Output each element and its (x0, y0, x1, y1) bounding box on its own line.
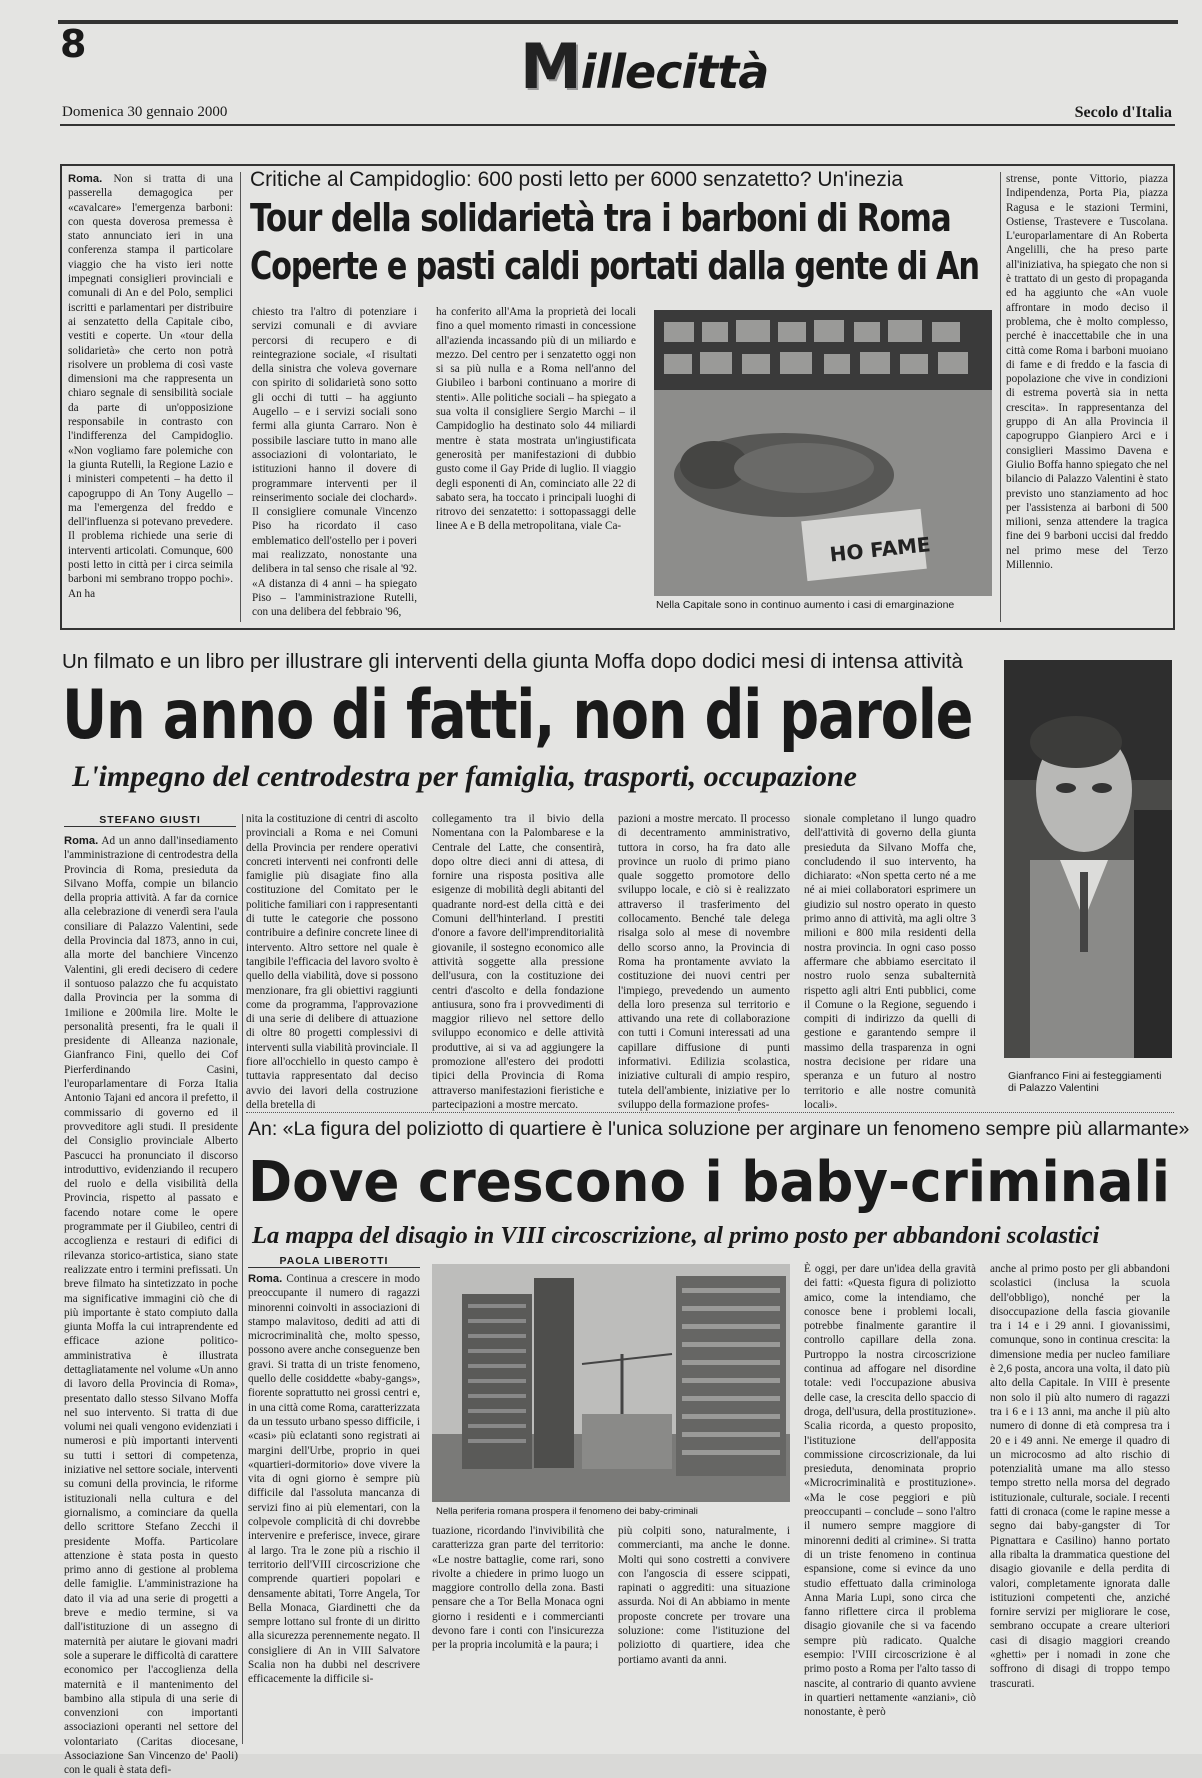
article1-headline-1: Tour della solidarietà tra i barboni di Roma (250, 196, 951, 240)
article1-headline-2: Coperte e pasti caldi portati dalla gente di An (250, 244, 979, 288)
column-rule (242, 814, 243, 1744)
fini-photo-image (1004, 660, 1172, 1058)
article1-column-4: strense, ponte Vittorio, piazza Indipendenza, Porta Pia, piazza Ragusa e le stazioni Termini, Ostiense, Trastevere e Tuscolana. L'europarlamentare di An Roberta Angelilli, che ha preso parte all'iniziativa, ha spiegato che non si è trattato di un gesto di propaganda ed ha aggiunto che «An vuole affrontare in modo deciso il problema, che è molto complesso, perché è inaccettabile che in una città come Roma i barboni muoiano di fame e di freddo e la fascia di popolazione che vive in condizioni di estrema povertà sia in netta crescita». In rappresentanza del gruppo di An alla Provincia il capogruppo Gianpiero Arci e i consiglieri Massimo Davena e Giulio Boffa hanno spiegato che nel bilancio di Palazzo Valentini è stato previsto uno stanziamento ad hoc per l'assistenza ai barboni di 500 milioni, senza attendere la tragica fine dei 9 barboni uccisi dal freddo nel primo mese del Terzo Millennio. (1006, 173, 1168, 572)
article3-column-5: anche al primo posto per gli abbandoni scolastici (inclusa la scuola dell'obbligo), nonché per la disoccupazione della fascia giovanile tra i 14 e i 29 anni. I giovanissimi, comunque, sono in continua crescita: la dimensione media per nucleo familiare è 2,6 posta, ancora una volta, il dato più alto della Capitale. In VIII è presente non solo il più alto numero di ragazzi tra i 6 e i 13 anni, ma anche il più alto numero di donne di età compresa tra i 20 e i 49 anni. Ne emerge il quadro di un microcosmo ad alto rischio di potenzialità umane ma allo stesso tempo stretto nella morsa del degrado istituzionale, culturale, sociale. I recenti fatti di cronaca (come le rapine messe a segno dai baby-gangster di Tor Pignattara e Casilino) hanno portato alla ribalta la drammatica questione del disagio giovanile e della perdita di valori, completamente ignorata dalle istituzioni competenti che, anziché fornire servizi per migliorare le cose, sembrano occupate a creare ulteriori casi di disagio maggiori creando «ghetti» per i nomadi in zone che soffrono di disagi di troppo tempo trascurati. (990, 1263, 1170, 1690)
article1-kicker: Critiche al Campidoglio: 600 posti letto per 6000 senzatetto? Un'inezia (250, 168, 904, 191)
article1-column-1: Roma. Non si tratta di una passerella demagogica per «cavalcare» l'emergenza barboni: con questa doverosa premessa è stato annunciato ieri in una conferenza stampa il particolare viaggio che ha visto ieri notte impegnati consiglieri provinciali e comunali di An e del Polo, semplici iscritti e parlamentari per distribuire ai senzatetto della Capitale cibo, vestiti e coperte. Un «tour della solidarietà» che certo non potrà risolvere un problema di così vaste dimensioni ma che rappresenta un chiaro segnale di sensibilità sociale da parte di un'opposizione responsabile in contrasto con l'indifferenza del Campidoglio. «Non vogliamo fare polemiche con la giunta Rutelli, la Regione Lazio e i ministeri competenti – ha detto il capogruppo di An Tony Augello – ma l'emergenza del freddo e dell'influenza si potevano prevedere. Il problema richiede una serie di interventi articolati. Comunque, 600 posti letto in città per i circa seimila barboni mi sembrano troppo pochi». An ha (68, 173, 233, 600)
article3-column-2: tuazione, ricordando l'invivibilità che caratterizza gran parte del territorio: «Le nostre battaglie, come rari, sono rivolte a chiedere in primo luogo un maggiore controllo della zona. Basti pensare che a Tor Bella Monaca ogni giorno i residenti e i commercianti devono fare i conti con l'insicurezza per la propria incolumità e la paura; i (432, 1525, 604, 1652)
homeless-photo-image (654, 310, 992, 596)
fini-photo (1004, 660, 1172, 1058)
article2-column-3: collegamento tra il bivio della Nomentana con la Palombarese e la Centrale del Latte, che consentirà, dopo oltre dieci anni di attesa, di fornire una risposta positiva alle esigenze di mobilità degli abitanti del quadrante nord-est della città e dei Comuni dell'hinterland. I prestiti d'onore a favore dell'imprenditorialità giovanile, il sostegno economico alle attività soggette alla pressione dell'usura, con la costituzione dei centri d'ascolto e della fondazione antiusura, sono fra i provvedimenti di maggior rilievo nel settore dello sviluppo economico e delle attività produttive, ai si va ad aggiungere la promozione all'estero dei prodotti tipici della Provincia di Roma attraverso manifestazioni fieristiche e partecipazioni a mostre mercato. (432, 813, 604, 1111)
article2-byline: STEFANO GIUSTI (64, 814, 236, 827)
dateline: Domenica 30 gennaio 2000 (62, 104, 228, 120)
article3-byline: PAOLA LIBEROTTI (248, 1255, 420, 1268)
article3-photo-caption: Nella periferia romana prospera il fenomeno dei baby-criminali (436, 1506, 698, 1517)
article3-column-3: più colpiti sono, naturalmente, i commercianti, ma anche le donne. Molti qui sono costretti a convivere con l'angoscia di essere scippati, rapinati o aggrediti: una situazione assurda. Noi di An abbiamo in mente proposte concrete per trovare una soluzione: come l'istituzione del poliziotto di quartiere, idea che portiamo avanti da anni. (618, 1525, 790, 1666)
header-rule (60, 124, 1175, 126)
building-photo-image (432, 1264, 790, 1502)
page-number: 8 (60, 22, 87, 66)
article1-photo-caption: Nella Capitale sono in continuo aumento i casi di emarginazione (656, 599, 955, 611)
article2-headline: Un anno di fatti, non di parole (62, 676, 973, 755)
homeless-photo (654, 310, 992, 596)
article2-kicker: Un filmato e un libro per illustrare gli interventi della giunta Moffa dopo dodici mesi di intensa attività (62, 650, 963, 673)
article3-column-4: È oggi, per dare un'idea della gravità dei fatti: «Questa figura di poliziotto amico, come la intendiamo, che conosce bene i problemi locali, potrebbe finalmente garantire il controllo capillare della zona. Purtroppo la nostra circoscrizione continua ad affogare nel disordine totale: vedi l'occupazione abusiva delle case, la crescita dello spaccio di droga, dell'usura, della prostituzione». Scalia ricorda, a questo proposito, l'istituzione dell'apposita commissione circoscrizionale, da lui presieduta, denominata proprio «Microcriminalità e prostituzione». «Ma le cose peggiori e più preoccupanti – conclude – sono l'altro il numero sempre maggiore di minorenni dediti al crimine». Si tratta di un triste fenomeno in continua espansione, come si evince da uno studio effettuato dalla criminologa Anna Maria Lupi, sono circa che fanno riflettere circa il problema disagio giovanile che si va facendo sempre più radicato. Qualche esempio: l'VIII circoscrizione è al primo posto a Roma per l'alto tasso di nascite, al contrario di quanto avviene in quartieri nettamente «anziani», ciò nonostante, è però (804, 1263, 976, 1719)
top-rule (58, 20, 1178, 24)
article3-headline: Dove crescono i baby-criminali (248, 1150, 1171, 1215)
newspaper-name: Secolo d'Italia (1074, 104, 1172, 121)
photo-sign-text: HO FAME (828, 532, 932, 567)
article3-column-1: Roma. Continua a crescere in modo preoccupante il numero di ragazzi minorenni coinvolti in associazioni di stampo malavitoso, dediti ad atti di microcriminalità che, molto spesso, possono avere anche conseguenze ben gravi. Si tratta di un triste fenomeno, quello delle cosiddette «baby-gangs», fiorente soprattutto nei grossi centri e, in una città come Roma, caratterizzata da un tessuto urbano spesso difficile, i «casi» più eclatanti sono registrati ai margini dell'Urbe, proprio in quei «quartieri-dormitorio» dove vivere la vita di ogni giorno è sempre più difficile dal l'assoluta mancanza di servizi fino ai più elementari, con la colpevole complicità di chi dovrebbe intervenire e preferisce, invece, girare al largo. Tra le zone più a rischio il territorio dell'VIII circoscrizione che comprende quartieri popolari e densamente abitati, Torre Angela, Tor Bella Monaca, Giardinetti che da sempre lottano sul fronte di un diritto alla sicurezza perennemente negato. Il consigliere di An in VIII Salvatore Scalia non ha dubbi nel descrivere efficacemente la difficile si- (248, 1273, 420, 1686)
article2-column-1: Roma. Ad un anno dall'insediamento l'amministrazione di centrodestra della Provincia di Roma, presieduta da Silvano Moffa, compie un bilancio della propria attività. A far da cornice alla celebrazione di venerdì sera l'aula consiliare di Palazzo Valentini, sede della Provincia dal 1873, anno in cui, alla morte del banchiere Vincenzo Valentini, gli eredi decisero di cedere il sontuoso palazzo che fu acquistato dalla Provincia per la somma di 1milione e 200mila lire. Molte le personalità presenti, fra le quali il presidente di Alleanza nazionale, Gianfranco Fini, quello dei Cof Pierferdinando Casini, l'europarlamentare di Forza Italia Antonio Tajani ed ancora il prefetto, il commissario di governo ed il provveditore agli studi. Il presidente del Consiglio provinciale Alberto Pascucci ha pronunciato il discorso introduttivo, evidenziando il recupero del ruolo e della visibilità della Provincia, rispetto al passato e facendo notare come le opere programmate per il Giubileo, centri di accoglienza e restauri di edifici di rilevanza storico-artistica, siano state realizzate entro i termini prefissati. Un breve filmato ha sintetizzato in poche ma significative immagini ciò che di più importante è stato compiuto dalla giunta Moffa la cui intraprendente ed efficace azione politico-amministrativa è illustrata dettagliatamente nel volume «Un anno di lavoro della Provincia di Roma», presentato dallo stesso Silvano Moffa nel suo intervento. Si tratta di due volumi nei quali vengono evidenziati i numerosi e più importanti interventi su tutti i settori di competenza, iniziative nel settore sociale, interventi su comuni della provincia, le riforme istituzionali nella cultura e del giornalismo, a cominciare da quella dello scrittore Stefano Zecchi il presidente Moffa. Particolare attenzione è stata posta in questo primo anno di gestione al problema delle famiglie. L'amministrazione ha dato il via ad una serie di progetti a breve e medio termine, si va dall'istituzione di un assegno di maternità per aiutare le giovani madri sole a superare le difficoltà di carattere economico per l'accoglienza della maternità e il mantenimento del bambino alla stipula di una serie di convenzioni con importanti associazioni operanti nel settore del volontariato (Caritas diocesane, Associazione San Vincenzo de' Paoli) con le quali è stata defi- (64, 835, 238, 1777)
masthead-rest: illecittà (580, 45, 769, 99)
article2-column-2: nita la costituzione di centri di ascolto provinciali a Roma e nei Comuni della Provincia per rendere operativi concreti interventi nei confronti delle famiglie più disagiate fino alla costituzione del Comitato per le politiche familiari con i rappresentanti di tutte le categorie che possono contribuire a definire concrete linee di intervento. Altro settore nel quale è tangibile l'efficacia del lavoro svolto è quello della viabilità, dove si possono menzionare, fra gli obiettivi raggiunti come da programma, l'approvazione di una serie di delibere di attuazione di oltre 80 progetti complessivi di interventi sulla viabilità provinciale. Il fiore all'occhiello in questo campo è tuttavia rappresentato dal deciso avvio dei lavori della costruzione della bretella di (246, 813, 418, 1111)
article2-subhead: L'impegno del centrodestra per famiglia, trasporti, occupazione (72, 760, 857, 793)
article2-column-5: sionale completano il lungo quadro dell'attività di governo della giunta presieduta da Silvano Moffa che, concludendo il suo intervento, ha dichiarato: «Non spetta certo né a me né ai miei collaboratori esprimere un giudizio sul nostro operato in questo primo anno di attività, ma agli oltre 3 milioni e 800 mila residenti della nostra provincia. In ogni caso posso affermare che abbiamo esercitato il nostro ruolo senza subalternità rispetto agli altri Enti pubblici, come il Comune o la Regione, seguendo i compiti di indirizzo da quelli di gestione e garantendo sempre il massimo della trasparenza in ogni nostra decisione per ridare una speranza e un futuro al nostro territorio e alle nostre comunità locali». (804, 813, 976, 1111)
section-divider (246, 1112, 1174, 1113)
building-photo (432, 1264, 790, 1502)
article3-kicker: An: «La figura del poliziotto di quartiere è l'unica soluzione per arginare un fenomeno sempre più allarmante» (248, 1118, 1190, 1140)
article1-column-2: chiesto tra l'altro di potenziare i servizi comunali e di avviare percorsi di recupero e di reintegrazione sociale, «I risultati della sinistra che voleva governare con spirito di solidarietà sono sotto gli occhi di tutti – ha aggiunto Augello – e i servizi sociali sono fermi alla giunta Carraro. Non è possibile lasciare tutto in mano alle associazioni di volontariato, le istituzioni hanno il dovere di programmare interventi per il reinserimento sociale dei clochard». Il consigliere comunale Vincenzo Piso ha ricordato il caso emblematico dell'ostello per i poveri mai realizzato, nonostante una delibera in tal senso che risale al '92. «A distanza di 4 anni – ha spiegato Piso – l'amministrazione Rutelli, con una delibera del febbraio '96, (252, 306, 417, 619)
article2-column-4: pazioni a mostre mercato. Il processo di decentramento amministrativo, tuttora in corso, ha fra dato alle province un ruolo di primo piano quale soggetto promotore dello sviluppo locale, e ciò si è realizzato attraverso il trasferimento del collocamento. Benché tale delega risalga solo al mese di novembre dello scorso anno, la Provincia di Roma ha prontamente avviato la costituzione dei nuovi centri per l'impiego, prevedendo un aumento della loro presenza sul territorio e attivando una rete di collaborazione con tutti i Comuni interessati ad una capillare diffusione di punti informativi. Edilizia scolastica, iniziative culturali di ampio respiro, tutela dell'ambiente, iniziative per lo sviluppo della formazione profes- (618, 813, 790, 1111)
article1-column-3: ha conferito all'Ama la proprietà dei locali fino a quel momento rimasti in concessione all'azienda incassando più di un miliardo e mezzo. Del centro per i senzatetto oggi non si sa più nulla e a Roma nell'anno del Giubileo i barboni continuano a morire di stenti». Alle politiche sociali – ha spiegato a sua volta il consigliere Sergio Marchi – il Campidoglio ha destinato solo 44 miliardi mentre è stata mostrata un'ingiustificata generosità per manifestazioni di dubbio gusto come il Gay Pride di luglio. Il viaggio degli esponenti di An, cominciato alle 22 di sabato sera, ha toccato i principali luoghi di ritrovo dei senzatetto: i sottopassaggi delle linee A e B della metropolitana, viale Ca- (436, 306, 636, 533)
article3-subhead: La mappa del disagio in VIII circoscrizione, al primo posto per abbandoni scolastici (252, 1222, 1100, 1249)
column-rule (240, 172, 241, 622)
article2-photo-caption: Gianfranco Fini ai festeggiamenti di Palazzo Valentini (1008, 1070, 1162, 1094)
column-rule (1000, 172, 1001, 622)
section-masthead (520, 30, 768, 103)
masthead-initial: M (520, 30, 581, 103)
